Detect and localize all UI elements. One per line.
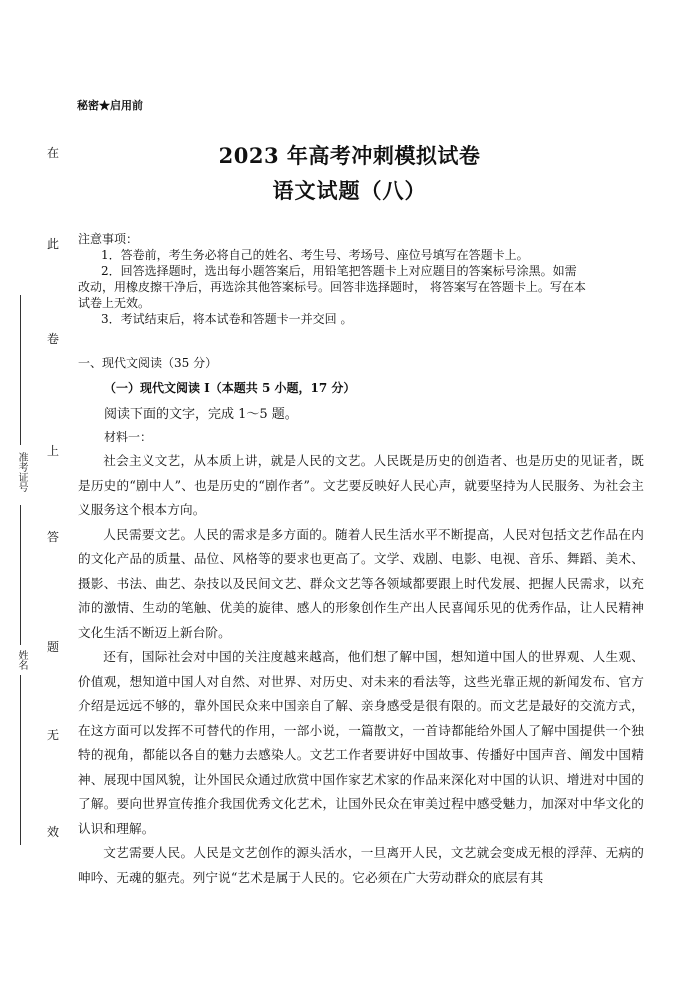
passage-paragraph: 人民需要文艺。人民的需求是多方面的。随着人民生活水平不断提高，人民对包括文艺作品在内的文化产品的质量、品位、风格等的要求也更高了。文学、戏剧、电影、电视、音乐、舞蹈、美术、摄影、书法、曲艺、杂技以及民间文艺、群众文艺等各领域都要跟上时代发展、把握人民需求，以充沛的激情、生动的笔触、优美的旋律、感人的形象创作生产出人民喜闻乐见的优秀作品，让人民精神文化生活不断迈上新台阶。 (78, 526, 644, 640)
note-item-2: 2．回答选择题时，选出每小题答案后，用铅笔把答题卡上对应题目的答案标号涂黑。如需 (101, 264, 577, 278)
confidential-note: 秘密★启用前 (77, 99, 143, 112)
margin-char: 题 (46, 640, 59, 654)
exam-id-line (20, 295, 21, 445)
passage-paragraph: 文艺需要人民。人民是文艺创作的源头活水，一旦离开人民，文艺就会变成无根的浮萍、无病的呻吟、无魂的躯壳。列宁说“艺术是属于人民的。它必须在广大劳动群众的底层有其 (78, 845, 644, 885)
note-item-3: 3．考试结束后，将本试卷和答题卡一并交回 。 (101, 312, 353, 326)
note-item-2-cont2: 试卷上无效。 (78, 296, 151, 310)
reading-passage (78, 449, 644, 890)
note-item-2-cont: 改动，用橡皮擦干净后，再选涂其他答案标号。回答非选择题时， 将答案写在答题卡上。写在本 (78, 280, 586, 294)
name-line-lower (20, 675, 21, 845)
margin-char: 上 (46, 444, 59, 458)
name-label: 姓名 (16, 650, 27, 670)
margin-char: 无 (46, 728, 59, 742)
reading-instruction: 阅读下面的文字，完成 1～5 题。 (104, 407, 298, 422)
material-label: 材料一： (104, 430, 153, 444)
passage-paragraph: 还有，国际社会对中国的关注度越来越高，他们想了解中国，想知道中国人的世界观、人生观、价值观，想知道中国人对自然、对世界、对历史、对未来的看法等，这些光靠正规的新闻发布、官方介绍是远远不够的，靠外国民众来中国亲自了解、亲身感受是很有限的。而文艺是最好的交流方式，在这方面可以发挥不可替代的作用，一部小说，一篇散文，一首诗都能给外国人了解中国提供一个独特的视角，都能以各自的魅力去感染人。文艺工作者要讲好中国故事、传播好中国声音、阐发中国精神、展现中国风貌，让外国民众通过欣赏中国作家艺术家的作品来深化对中国的认识、增进对中国的了解。要向世界宣传推介我国优秀文化艺术，让国外民众在审美过程中感受魅力，加深对中华文化的认识和理解。 (78, 649, 644, 836)
subsection-title: （一）现代文阅读 I（本题共 5 小题，17 分） (104, 381, 356, 395)
margin-char: 效 (46, 825, 59, 839)
margin-char: 答 (46, 530, 59, 544)
section-title: 一、现代文阅读（35 分） (78, 356, 218, 370)
name-line (20, 505, 21, 645)
exam-subtitle: 语文试题（八） (272, 178, 427, 203)
note-item-1: 1．答卷前，考生务必将自己的姓名、考生号、考场号、座位号填写在答题卡上。 (101, 248, 529, 262)
margin-char: 此 (46, 237, 59, 251)
passage-paragraph: 社会主义文艺，从本质上讲，就是人民的文艺。人民既是历史的创造者、也是历史的见证者，既是历史的“剧中人”、也是历史的“剧作者”。文艺要反映好人民心声，就要坚持为人民服务、为社会主义服务这个根本方向。 (78, 453, 644, 517)
exam-notes (78, 231, 638, 327)
exam-title: 2023 年高考冲刺模拟试卷 (218, 143, 481, 168)
margin-char: 在 (46, 146, 59, 160)
margin-char: 卷 (46, 332, 59, 346)
exam-id-label: 准考证号 (16, 452, 27, 492)
notes-heading: 注意事项： (78, 232, 139, 246)
